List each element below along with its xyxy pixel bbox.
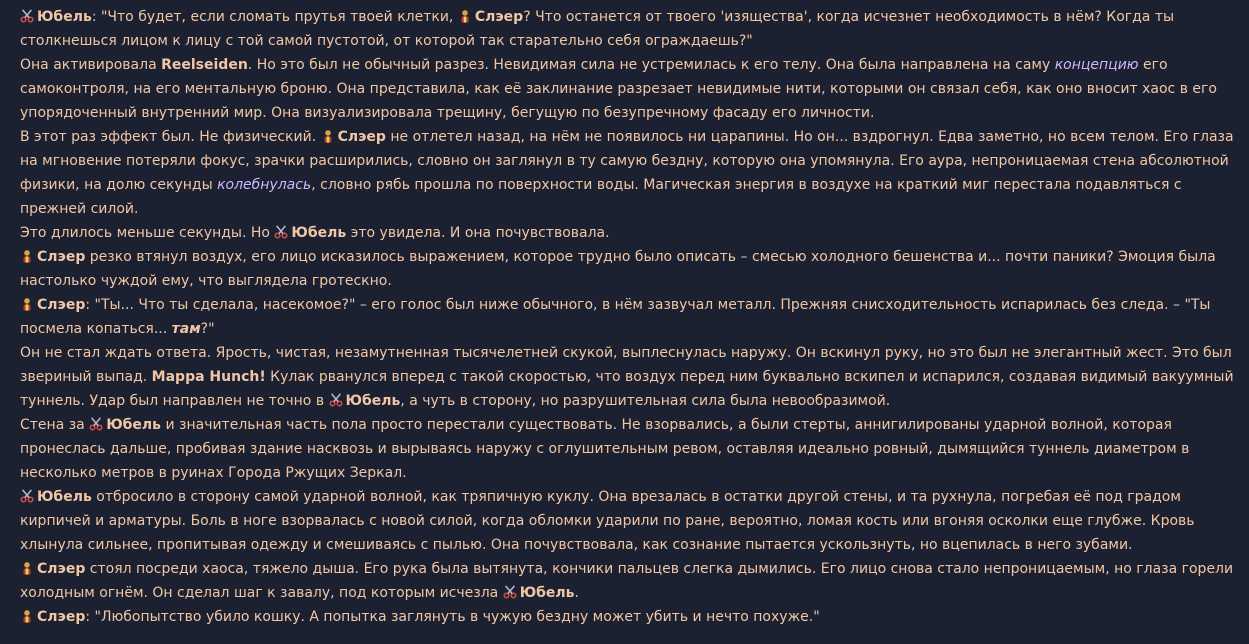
yubel-name: Юбель [106, 417, 162, 433]
paragraph-6: Слэер: "Ты... Что ты сделала, насекомое?" – его голос был ниже обычного, в нём зазвучал металл. Прежняя снисходительность испарилась без следа. – "Ты посмела копаться... там?" [20, 297, 1211, 337]
yubel-name: Юбель [37, 489, 92, 505]
sleyer-name: Слэер [474, 9, 524, 25]
paragraph-8: Стена за Юбель и значительная часть пола просто перестали существовать. Не взорвались, а были стерты, аннигилированы ударной волной, которая пронеслась дальше, пробивая здание насквозь и вырываясь наружу с оглушительным ревом, оставляя идеально ровный, дымящийся туннель диаметром в несколько метров в руинах Города Ржущих Зеркал. [20, 417, 1190, 481]
person-icon [321, 129, 335, 143]
paragraph-7: Он не стал ждать ответа. Ярость, чистая, незамутненная тысячелетней скукой, выплеснулась наружу. Он вскинул руку, но это был не элегантный жест. Это был звериный выпад. Mappa Hunch! Кулак рванулся вперед с такой скоростью, что воздух перед ним буквально вскипел и испарился, создавая видимый вакуумный туннель. Удар был направлен не точно в Юбель, а чуть в сторону, но разрушительная сила была невообразимой. [20, 345, 1234, 409]
yubel-name: Юбель [291, 225, 347, 241]
sleyer-name: Слэер [37, 561, 86, 577]
scissors-icon [274, 225, 288, 239]
person-icon [20, 561, 34, 575]
yubel-name: Юбель [345, 393, 401, 409]
paragraph-2: Она активировала Reelseiden. Но это был не обычный разрез. Невидимая сила не устремилась к его телу. Она была направлена на саму концепцию его самоконтроля, на его ментальную броню. Она представила, как её заклинание разрезает невидимые нити, которыми он связал себя, как оно вносит хаос в его упорядоченный внутренний мир. Она визуализировала трещину, бегущую по безупречному фасаду его личности. [20, 57, 1217, 121]
sleyer-name: Слэер [337, 129, 386, 145]
paragraph-9: Юбель отбросило в сторону самой ударной волной, как тряпичную куклу. Она врезалась в остатки другой стены, и та рухнула, погребая её под градом кирпичей и арматуры. Боль в ноге взорвалась с новой силой, когда обломки ударили по ране, вероятно, ломая кость или вгоняя осколки еще глубже. Кровь хлынула сильнее, пропитывая одежду и смешиваясь с пылью. Она почувствовала, как сознание пытается ускользнуть, но вцепилась в него зубами. [20, 489, 1195, 553]
scissors-icon [89, 417, 103, 431]
yubel-name: Юбель [37, 9, 92, 25]
person-icon [20, 609, 34, 623]
spell-mappa-hunch: Mappa Hunch! [151, 369, 266, 385]
person-icon [20, 249, 34, 263]
paragraph-4: Это длилось меньше секунды. Но Юбель это увидела. И она почувствовала. [20, 225, 610, 241]
paragraph-10: Слэер стоял посреди хаоса, тяжело дыша. Его рука была вытянута, кончики пальцев слегка дымились. Его лицо снова стало непроницаемым, но глаза горели холодным огнём. Он сделал шаг к завалу, под которым исчезла Юбель. [20, 561, 1234, 601]
spell-reelseiden: Reelseiden [161, 57, 248, 73]
paragraph-11: Слэер: "Любопытство убило кошку. А попытка заглянуть в чужую бездну может убить и нечто похуже." [20, 605, 1237, 629]
scissors-icon [20, 489, 34, 503]
person-icon [20, 297, 34, 311]
person-icon [458, 9, 472, 23]
paragraph-1: Юбель: "Что будет, если сломать прутья твоей клетки, Слэер? Что останется от твоего 'изящества', когда исчезнет необходимость в нём? Когда ты столкнешься лицом к лицу с той самой пустотой, от которой так старательно себя ограждаешь?" [20, 9, 1175, 49]
scissors-icon [329, 393, 343, 407]
sleyer-name: Слэер [37, 249, 86, 265]
scissors-icon [20, 9, 34, 23]
paragraph-3: В этот раз эффект был. Не физический. Слэер не отлетел назад, на нём не появилось ни царапины. Но он... вздрогнул. Едва заметно, но всем телом. Его глаза на мгновение потеряли фокус, зрачки расширились, словно он заглянул в ту самую бездну, которую она упомянула. Его аура, непроницаемая стена абсолютной физики, на долю секунды колебнулась, словно рябь прошла по поверхности воды. Магическая энергия в воздухе на краткий миг перестала подавляться с прежней силой. [20, 129, 1234, 217]
yubel-name: Юбель [519, 585, 575, 601]
sleyer-name: Слэер [37, 609, 86, 625]
paragraph-5: Слэер резко втянул воздух, его лицо исказилось выражением, которое трудно было описать – смесью холодного бешенства и... почти паники? Эмоция была настолько чуждой ему, что выглядела гротескно. [20, 249, 1216, 289]
scissors-icon [503, 585, 517, 599]
sleyer-name: Слэер [37, 297, 86, 313]
